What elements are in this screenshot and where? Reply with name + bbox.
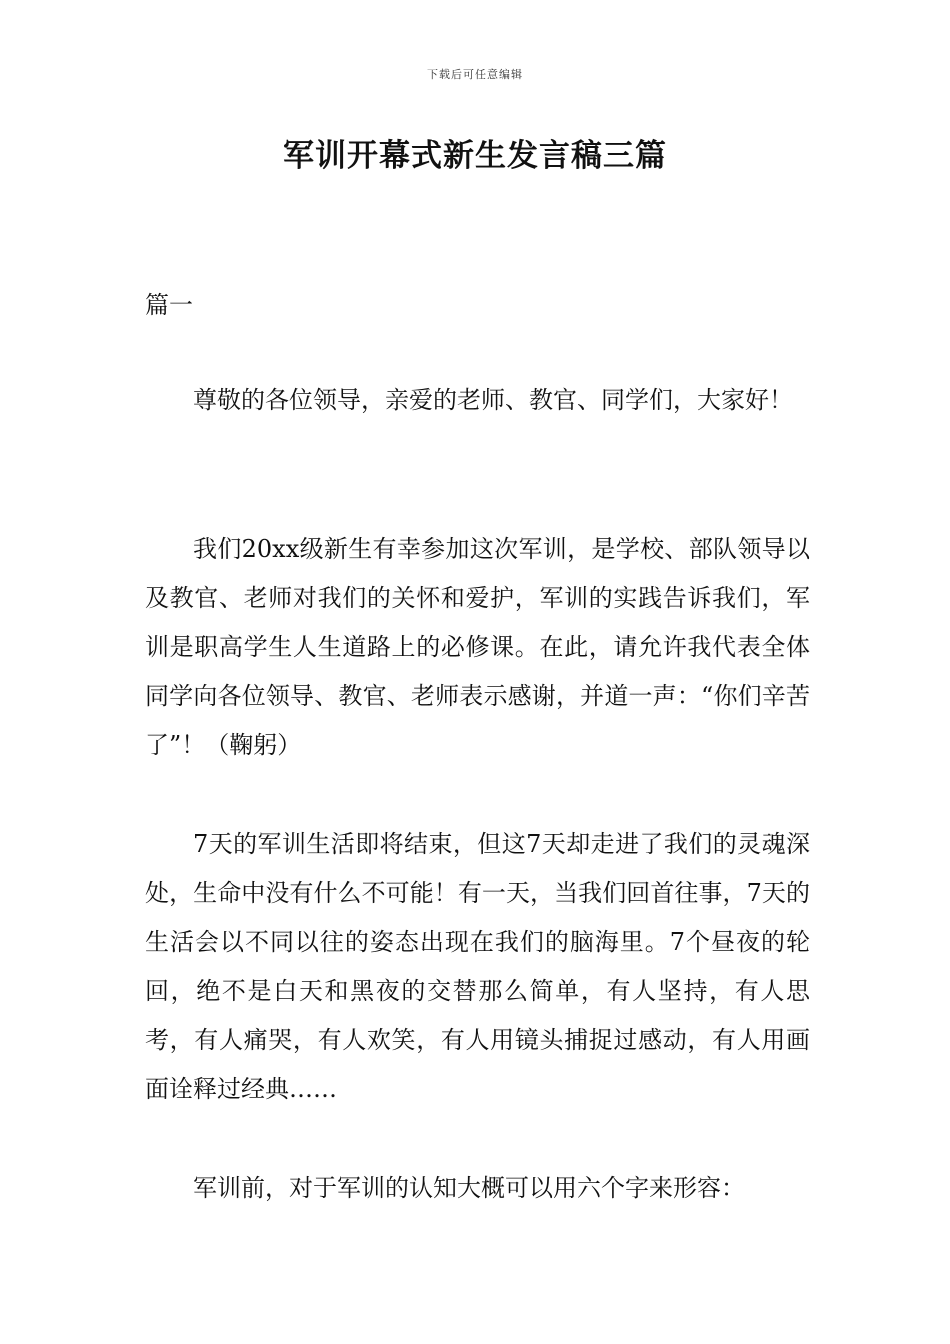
paragraph-before-training: 军训前，对于军训的认知大概可以用六个字来形容： — [193, 1174, 745, 1202]
header-note: 下载后可任意编辑 — [427, 68, 523, 81]
paragraph-thanks: 我们20xx级新生有幸参加这次军训，是学校、部队领导以及教官、老师对我们的关怀和爱护，军训的实践告诉我们，军训是职高学生人生道路上的必修课。在此，请允许我代表全体同学向各位领导、教官、老师表示感谢，并道一声：“你们辛苦了”！（鞠躬） — [145, 535, 810, 759]
section-heading: 篇一 — [145, 291, 193, 319]
document-title: 军训开幕式新生发言稿三篇 — [283, 138, 667, 174]
paragraph-greeting: 尊敬的各位领导，亲爱的老师、教官、同学们，大家好！ — [193, 386, 793, 414]
paragraph-seven-days: 7天的军训生活即将结束，但这7天却走进了我们的灵魂深处，生命中没有什么不可能！有一天，当我们回首往事，7天的生活会以不同以往的姿态出现在我们的脑海里。7个昼夜的轮回，绝不是白天和黑夜的交替那么简单，有人坚持，有人思考，有人痛哭，有人欢笑，有人用镜头捕捉过感动，有人用画面诠释过经典…… — [145, 830, 810, 1103]
